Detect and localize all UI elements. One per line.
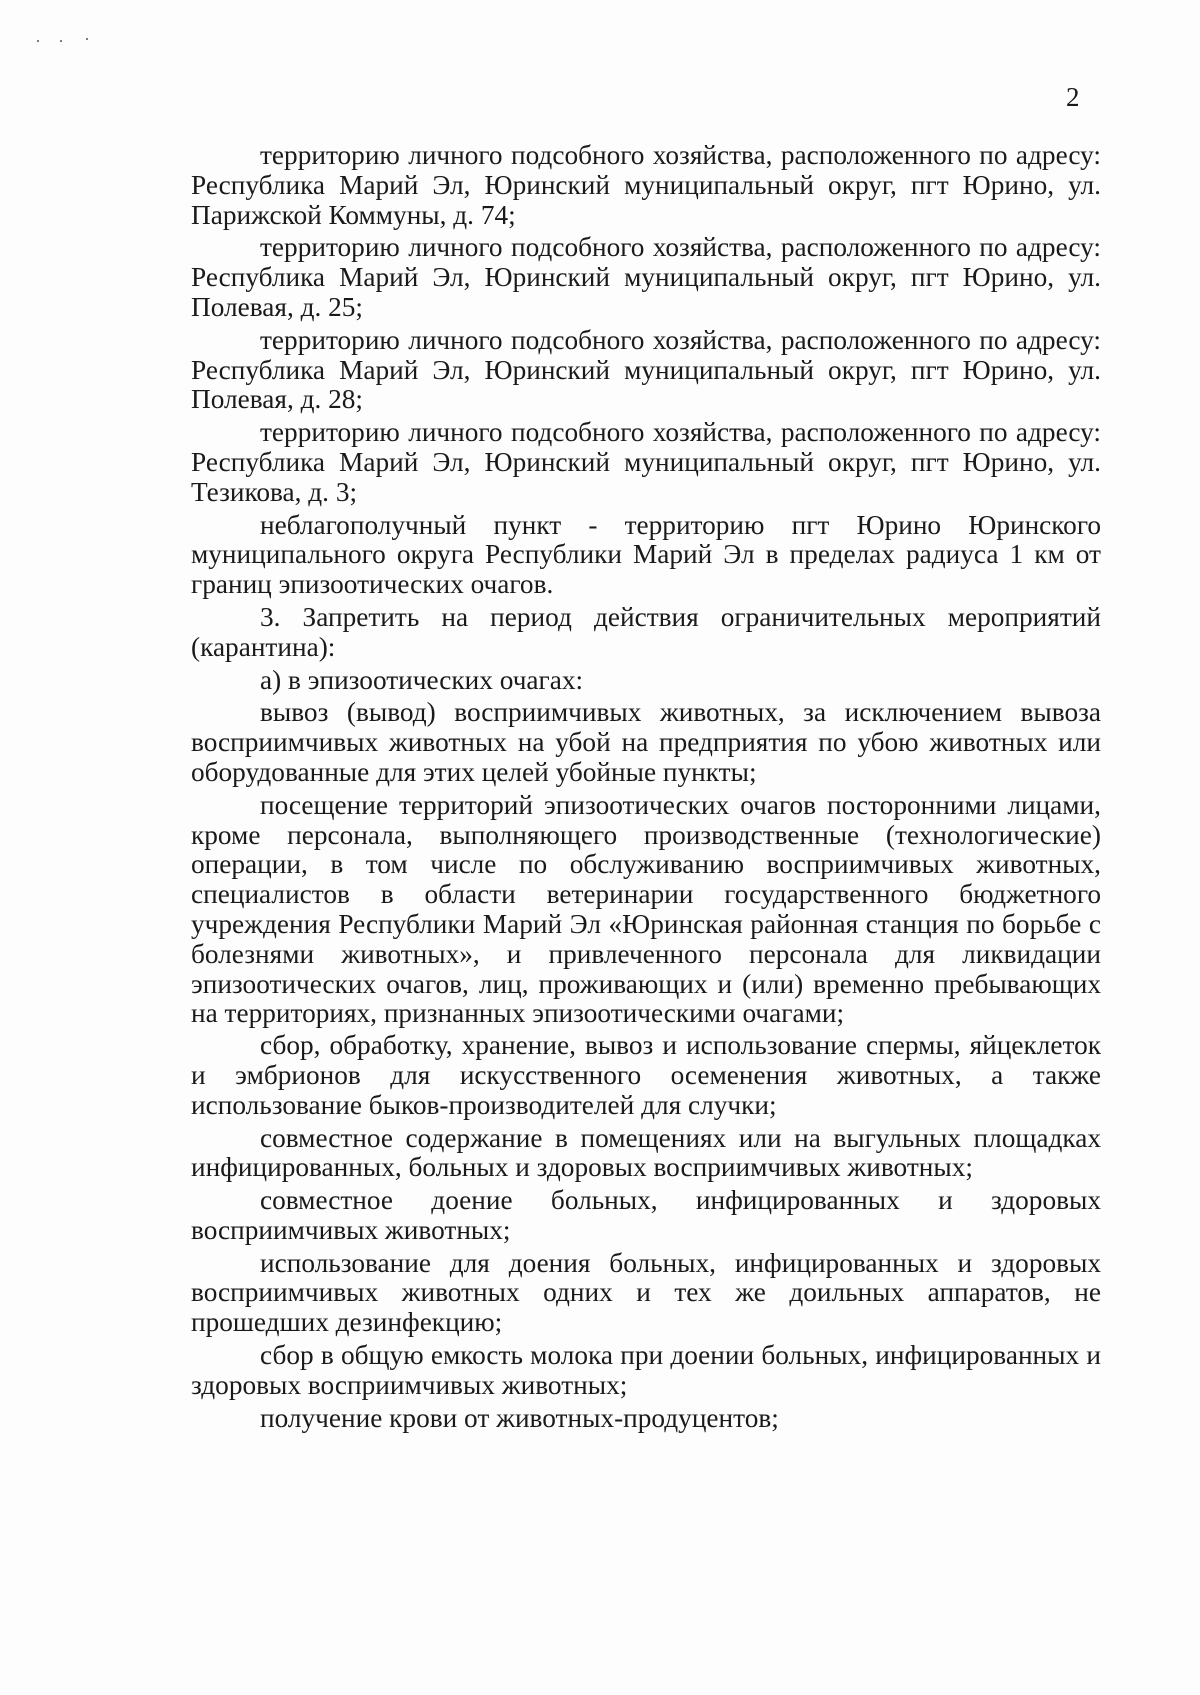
scan-artifact-dot xyxy=(86,38,88,40)
paragraph-milk-collection-ban: сбор в общую емкость молока при доении больных, инфицированных и здоровых восприимчивых животных; xyxy=(191,1340,1101,1400)
paragraph-address-3: территорию личного подсобного хозяйства, расположенного по адресу: Республика Марий Эл, Юринский муниципальный округ, пгт Юрино, ул. Тезикова, д. 3; xyxy=(191,417,1101,507)
paragraph-joint-keeping-ban: совместное содержание в помещениях или на выгульных площадках инфицированных, больных и здоровых восприимчивых животных; xyxy=(191,1122,1101,1183)
paragraph-milking-machines-ban: использование для доения больных, инфицированных и здоровых восприимчивых животных одних и тех же доильных аппаратов, не прошедших дезинфекцию; xyxy=(191,1247,1101,1338)
paragraph-address-28: территорию личного подсобного хозяйства, расположенного по адресу: Республика Марий Эл, Юринский муниципальный округ, пгт Юрино, ул. Полевая, д. 28; xyxy=(191,324,1101,415)
paragraph-unsafe-area: неблагополучный пункт - территорию пгт Юрино Юринского муниципального округа Республики Марий Эл в пределах радиуса 1 км от границ эпизоотических очагов. xyxy=(191,509,1101,600)
paragraph-removal-ban: вывоз (вывод) восприимчивых животных, за исключением вывоза восприимчивых животных на убой на предприятия по убою животных или оборудованные для этих целей убойные пункты; xyxy=(191,697,1101,787)
paragraph-semen-ban: сбор, обработку, хранение, вывоз и использование спермы, яйцеклеток и эмбрионов для искусственного осеменения животных, а также использование быков-производителей для случки; xyxy=(191,1030,1101,1120)
paragraph-subclause-a: а) в эпизоотических очагах: xyxy=(260,664,584,695)
paragraph-clause-3: 3. Запретить на период действия ограничительных мероприятий (карантина): xyxy=(191,601,1101,662)
paragraph-address-74: территорию личного подсобного хозяйства, расположенного по адресу: Республика Марий Эл, Юринский муниципальный округ, пгт Юрино, ул. Парижской Коммуны, д. 74; xyxy=(191,140,1101,230)
scan-artifact-dot xyxy=(60,40,62,42)
paragraph-address-25: территорию личного подсобного хозяйства, расположенного по адресу: Республика Марий Эл, Юринский муниципальный округ, пгт Юрино, ул. Полевая, д. 25; xyxy=(191,232,1101,322)
page-number: 2 xyxy=(1066,82,1080,112)
paragraph-joint-milking-ban: совместное доение больных, инфицированных и здоровых восприимчивых животных; xyxy=(191,1185,1101,1245)
paragraph-blood-ban: получение крови от животных-продуцентов; xyxy=(260,1402,779,1433)
document-body xyxy=(191,141,1101,1436)
scan-artifact-dot xyxy=(37,40,39,42)
paragraph-visit-ban: посещение территорий эпизоотических очагов посторонними лицами, кроме персонала, выполняющего производственные (технологические) операции, в том числе по обслуживанию восприимчивых животных, специалистов в области ветеринарии государственного бюджетного учреждения Республики Марий Эл «Юринская районная станция по борьбе с болезнями животных», и привлеченного персонала для ликвидации эпизоотических очагов, лиц, проживающих и (или) временно пребывающих на территориях, признанных эпизоотическими очагами; xyxy=(191,789,1101,1029)
